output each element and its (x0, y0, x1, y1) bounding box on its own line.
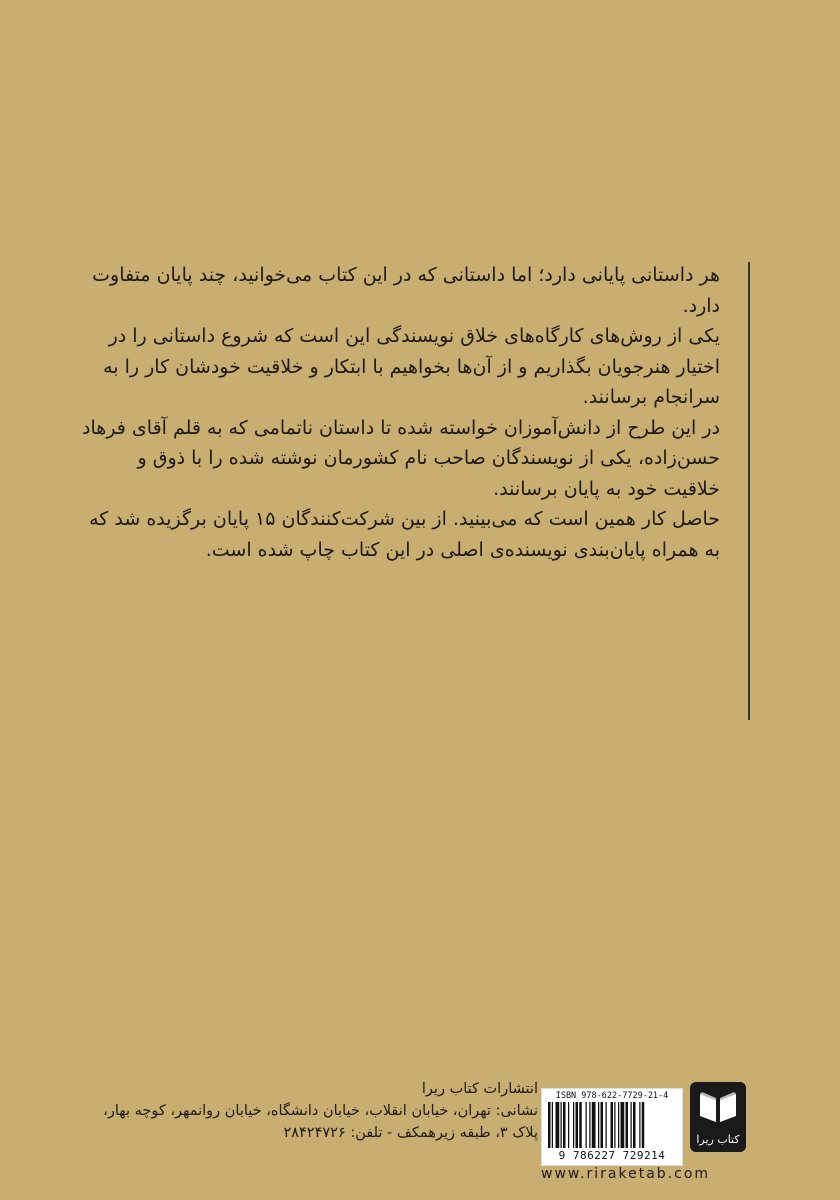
back-cover-blurb (80, 260, 720, 565)
vertical-divider (748, 262, 750, 720)
publisher-address: نشانی: تهران، خیابان انقلاب، خیابان دانشگاه، خیابان روانمهر، کوچه بهار، (103, 1103, 538, 1119)
blurb-paragraph: در این طرح از دانش‌آموزان خواسته شده تا داستان ناتمامی که به قلم آقای فرهاد حسن‌زاده، یکی از نویسندگان صاحب نام کشورمان نوشته شده را با ذوق و خلاقیت خود به پایان برسانند. (82, 416, 720, 500)
isbn-label: ISBN 978-622-7729-21-4 (555, 1091, 669, 1101)
barcode-number: 9 786227 729214 (558, 1149, 666, 1162)
publisher-logo (690, 1082, 746, 1152)
isbn-barcode (541, 1088, 683, 1166)
website-url[interactable]: www.riraketab.com (541, 1166, 711, 1182)
blurb-paragraph: یکی از روش‌های کارگاه‌های خلاق نویسندگی این است که شروع داستانی را در اختیار هنرجویان بگذاریم و از آن‌ها بخواهیم با ابتکار و خلاقیت خودشان کار را به سرانجام برسانند. (103, 325, 720, 408)
publisher-address-phone: پلاک ۳، طبقه زیرهمکف - تلفن: ۲۸۴۲۴۷۲۶ (283, 1125, 538, 1141)
barcode-bars (548, 1102, 676, 1148)
blurb-paragraph: حاصل کار همین است که می‌بینید. از بین شرکت‌کنندگان ۱۵ پایان برگزیده شد که به همراه پایان‌بندی نویسنده‌ی اصلی در این کتاب چاپ شده است. (89, 508, 720, 561)
blurb-paragraph: هر داستانی پایانی دارد؛ اما داستانی که در این کتاب می‌خوانید، چند پایان متفاوت دارد. (92, 264, 720, 317)
publisher-name: انتشارات کتاب ریرا (421, 1081, 538, 1097)
publisher-info (58, 1078, 538, 1144)
book-pages-icon (698, 1090, 738, 1126)
logo-text: کتاب ریرا (696, 1133, 740, 1146)
